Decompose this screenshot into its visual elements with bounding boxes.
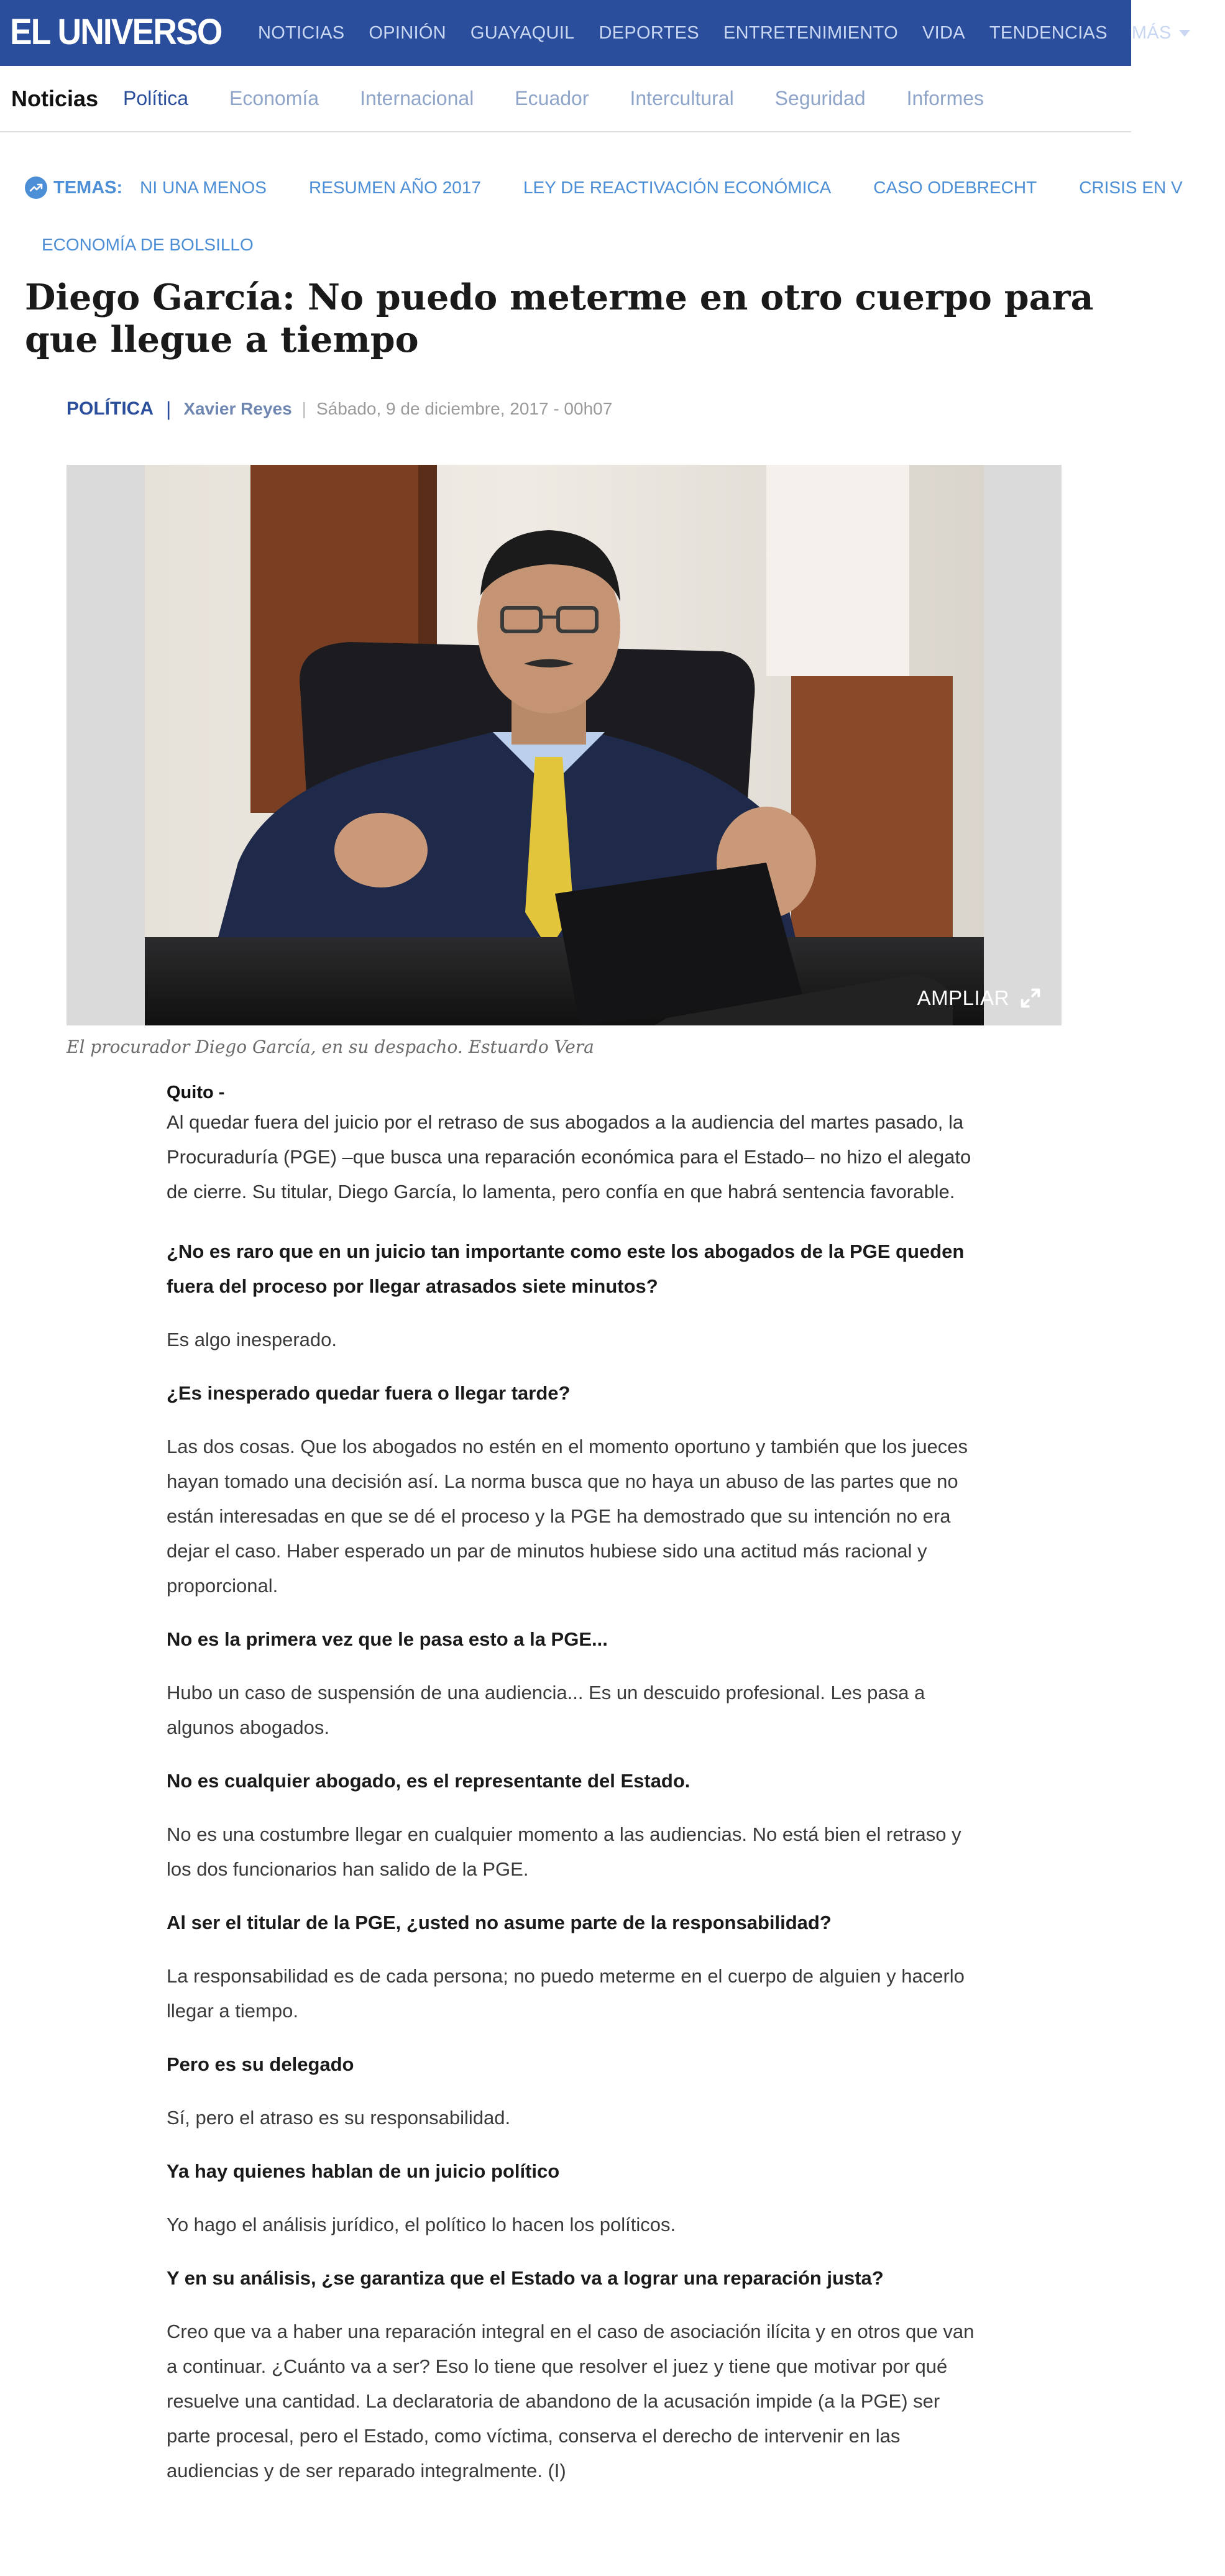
interview-question: Al ser el titular de la PGE, ¿usted no asume parte de la responsabilidad?: [167, 1912, 832, 1933]
interview-question: No es cualquier abogado, es el representante del Estado.: [167, 1770, 690, 1792]
topic-link[interactable]: RESUMEN AÑO 2017: [308, 178, 481, 197]
interview-answer: Las dos cosas. Que los abogados no estén en el momento oportuno y también que los jueces hayan tomado una decisión así. La norma busca que no haya un abuso de las partes que no están interesadas en que se dé el proceso y la PGE ha demostrado que su intención no era dejar el caso. Haber esperado un par de minutos hubiese sido una actitud más racional y proporcional.: [167, 1436, 968, 1597]
article-lead: Al quedar fuera del juicio por el retraso de sus abogados a la audiencia del martes pasado, la Procuraduría (PGE) –que busca una reparación económica para el Estado– no hizo el alegato de cierre. Su titular, Diego García, lo lamenta, pero confía en que habrá sentencia favorable.: [167, 1111, 971, 1203]
interview-question: No es la primera vez que le pasa esto a la PGE...: [167, 1628, 608, 1650]
interview-question: Ya hay quienes hablan de un juicio político: [167, 2160, 560, 2182]
nav-item-vida[interactable]: VIDA: [922, 22, 965, 43]
interview-answer: Hubo un caso de suspensión de una audiencia... Es un descuido profesional. Les pasa a algunos abogados.: [167, 1682, 925, 1738]
interview-answer: Es algo inesperado.: [167, 1329, 337, 1350]
interview-answer: Sí, pero el atraso es su responsabilidad.: [167, 2107, 511, 2129]
article-photo[interactable]: [67, 465, 1062, 1025]
interview-question: Pero es su delegado: [167, 2053, 354, 2075]
section-nav: [0, 66, 1131, 132]
section-item-informes[interactable]: Informes: [906, 87, 984, 109]
topic-link[interactable]: CRISIS EN V: [1079, 178, 1183, 197]
expand-icon: [1018, 986, 1043, 1011]
topics-label-text: TEMAS:: [53, 177, 123, 198]
expand-photo-button[interactable]: [917, 986, 1043, 1011]
section-item-economia[interactable]: Economía: [229, 87, 319, 109]
nav-item-opinion[interactable]: OPINIÓN: [369, 22, 446, 43]
byline-divider: |: [166, 397, 172, 420]
expand-label: AMPLIAR: [917, 986, 1009, 1009]
interview-answer: Creo que va a haber una reparación integral en el caso de asociación ilícita y en otros que van a continuar. ¿Cuánto va a ser? Eso lo tiene que resolver el juez y tiene que motivar por qué resuelve una cantidad. La declaratoria de abandono de la acusación impide (a la PGE) ser parte procesal, pero el Estado, como víctima, conserva el derecho de intervenir en las audiencias y de ser reparado integralmente. (I): [167, 2321, 975, 2482]
interview-question: Y en su análisis, ¿se garantiza que el Estado va a lograr una reparación justa?: [167, 2267, 884, 2289]
article-dateline: Quito -: [167, 1083, 225, 1102]
article-category[interactable]: POLÍTICA: [67, 398, 154, 419]
site-logo[interactable]: EL UNIVERSO: [10, 12, 222, 52]
nav-item-noticias[interactable]: NOTICIAS: [258, 22, 345, 43]
byline-divider: |: [301, 399, 306, 418]
nav-item-tendencias[interactable]: TENDENCIAS: [989, 22, 1108, 43]
section-item-politica[interactable]: Política: [123, 87, 188, 109]
photo-caption: El procurador Diego García, en su despacho. Estuardo Vera: [67, 1037, 594, 1057]
article-date: Sábado, 9 de diciembre, 2017 - 00h07: [316, 399, 613, 418]
topics-label: [25, 176, 122, 199]
photo-image: [145, 465, 984, 1025]
topic-link[interactable]: CASO ODEBRECHT: [873, 178, 1037, 197]
chevron-down-icon: [1179, 30, 1190, 37]
section-item-intercultural[interactable]: Intercultural: [630, 87, 734, 109]
topic-link[interactable]: NI UNA MENOS: [140, 178, 267, 197]
section-item-internacional[interactable]: Internacional: [360, 87, 474, 109]
interview-answer: No es una costumbre llegar en cualquier momento a las audiencias. No está bien el retraso y los dos funcionarios han salido de la PGE.: [167, 1823, 961, 1880]
section-title[interactable]: Noticias: [11, 85, 99, 111]
interview-answer: Yo hago el análisis jurídico, el político lo hacen los políticos.: [167, 2214, 676, 2235]
topics-bar-row-2: [42, 227, 254, 262]
interview-question: ¿Es inesperado quedar fuera o llegar tarde?: [167, 1382, 571, 1404]
trending-icon: [25, 176, 47, 199]
nav-item-entretenimiento[interactable]: ENTRETENIMIENTO: [723, 22, 899, 43]
top-brand-bar: [0, 0, 1172, 66]
interview-answer: La responsabilidad es de cada persona; no puedo meterme en el cuerpo de alguien y hacerlo llegar a tiempo.: [167, 1965, 965, 2022]
topic-link[interactable]: ECONOMÍA DE BOLSILLO: [42, 235, 254, 254]
main-nav: [258, 0, 1214, 66]
article-byline: [67, 393, 612, 425]
section-item-seguridad[interactable]: Seguridad: [774, 87, 866, 109]
interview-question: ¿No es raro que en un juicio tan importante como este los abogados de la PGE queden fuera del proceso por llegar atrasados siete minutos?: [167, 1240, 965, 1297]
article-author[interactable]: Xavier Reyes: [183, 399, 292, 418]
article-headline: Diego García: No puedo meterme en otro cuerpo para que llegue a tiempo: [25, 277, 1094, 360]
nav-item-guayaquil[interactable]: GUAYAQUIL: [470, 22, 575, 43]
article-body: [167, 1080, 975, 2507]
nav-more-dropdown[interactable]: [1132, 23, 1190, 44]
section-item-ecuador[interactable]: Ecuador: [515, 87, 589, 109]
topic-link[interactable]: LEY DE REACTIVACIÓN ECONÓMICA: [523, 178, 832, 197]
nav-more-label: MÁS: [1131, 22, 1172, 43]
topics-bar: [25, 170, 1225, 205]
nav-item-deportes[interactable]: DEPORTES: [599, 22, 699, 43]
